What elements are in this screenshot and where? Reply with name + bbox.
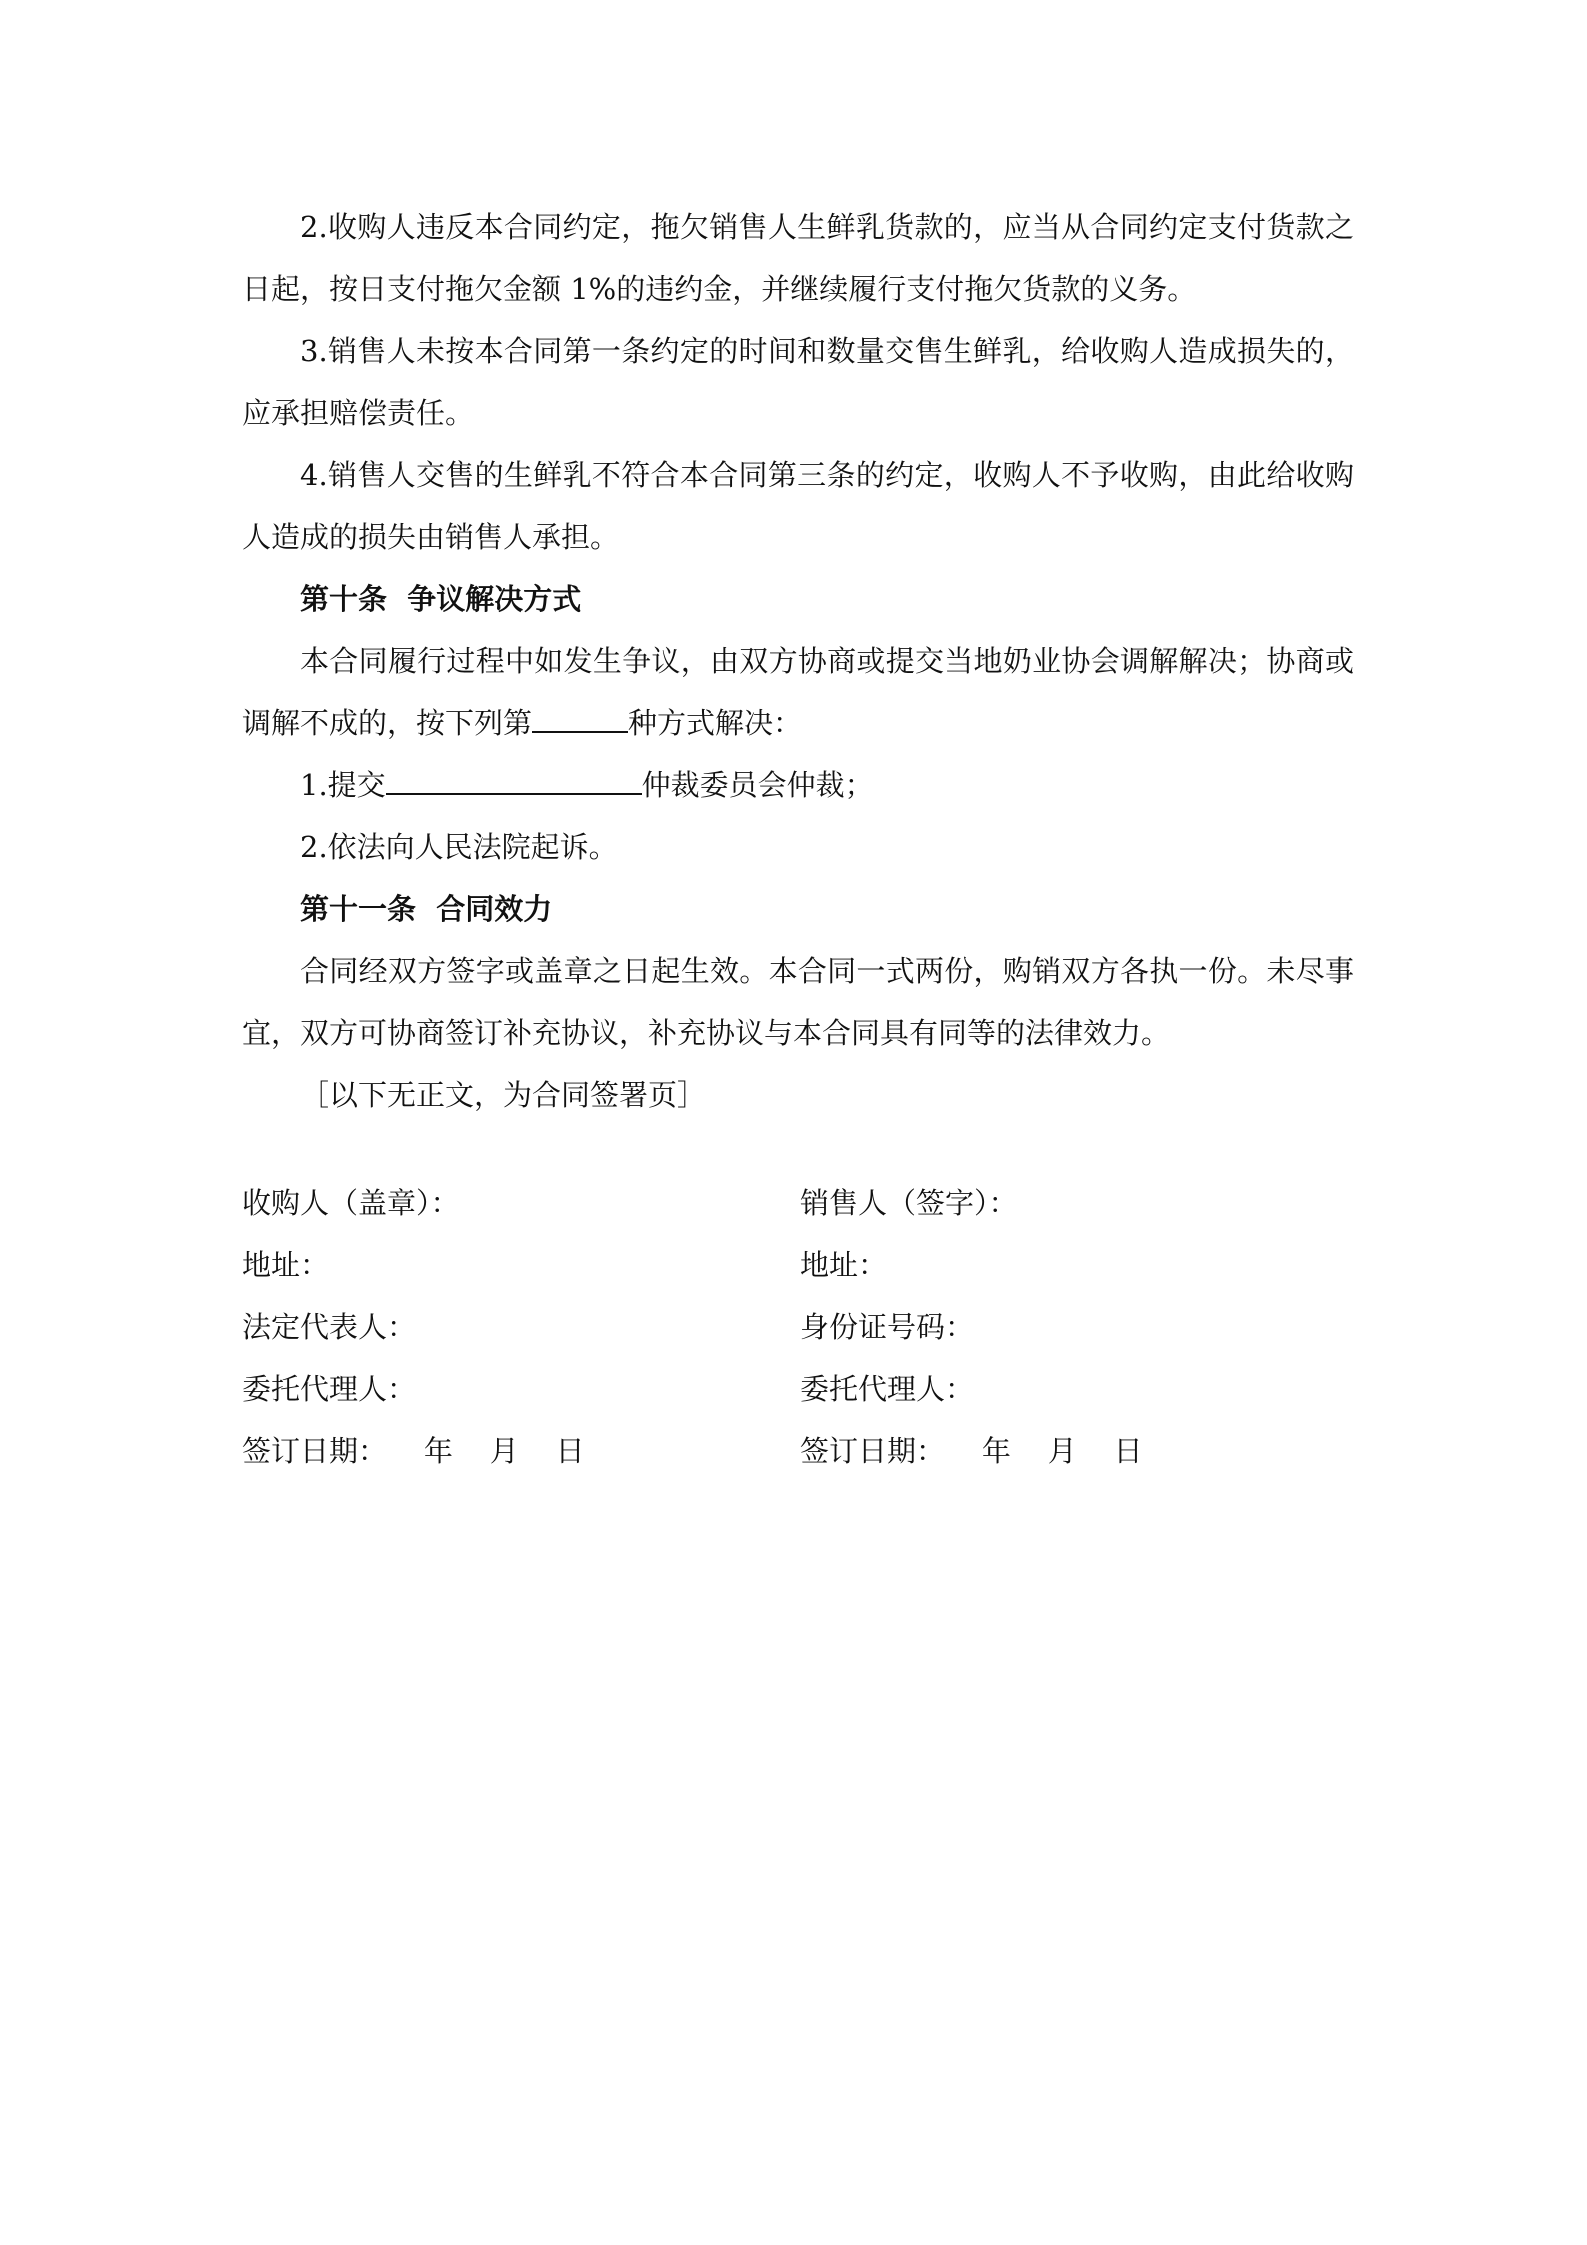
- seller-sign-date-label: 签订日期： 年 月 日: [800, 1434, 1143, 1468]
- dispute-option-1-tail: 仲裁委员会仲裁；: [641, 768, 874, 802]
- article-10-body-tail: 种方式解决：: [628, 706, 803, 740]
- blank-line: [532, 730, 628, 733]
- seller-address-label: 地址：: [800, 1248, 888, 1282]
- buyer-legal-rep-label: 法定代表人：: [242, 1310, 417, 1344]
- article-10-heading: 第十条 争议解决方式: [300, 582, 582, 616]
- contract-body: [242, 196, 1354, 1126]
- article-11-body: 合同经双方签字或盖章之日起生效。本合同一式两份，购销双方各执一份。未尽事宜，双方可协商签订补充协议，补充协议与本合同具有同等的法律效力。: [242, 954, 1354, 1050]
- signature-row: [242, 1172, 1354, 1234]
- signature-row: [242, 1358, 1354, 1420]
- buyer-agent-label: 委托代理人：: [242, 1372, 417, 1406]
- blank-line: [386, 792, 642, 795]
- clause-paragraph: 3.销售人未按本合同第一条约定的时间和数量交售生鲜乳，给收购人造成损失的，应承担赔偿责任。: [242, 334, 1354, 430]
- clause-paragraph: 4.销售人交售的生鲜乳不符合本合同第三条的约定，收购人不予收购，由此给收购人造成的损失由销售人承担。: [242, 458, 1354, 554]
- clause-paragraph: 2.收购人违反本合同约定，拖欠销售人生鲜乳货款的，应当从合同约定支付货款之日起，按日支付拖欠金额 1%的违约金，并继续履行支付拖欠货款的义务。: [242, 210, 1354, 306]
- article-10-body-text: 本合同履行过程中如发生争议，由双方协商或提交当地奶业协会调解解决；协商或调解不成的，按下列第: [242, 644, 1354, 740]
- signature-row: [242, 1234, 1354, 1296]
- seller-id-number-label: 身份证号码：: [800, 1310, 975, 1344]
- seller-party-label: 销售人（签字）：: [800, 1186, 1018, 1220]
- article-10-body: [242, 630, 1354, 754]
- article-11-heading: 第十一条 合同效力: [300, 892, 553, 926]
- signature-row: [242, 1296, 1354, 1358]
- end-of-text-note: ［以下无正文，为合同签署页］: [300, 1078, 707, 1112]
- dispute-option-1-label: 1.提交: [300, 768, 386, 802]
- seller-agent-label: 委托代理人：: [800, 1372, 975, 1406]
- dispute-option-2: 2.依法向人民法院起诉。: [300, 830, 618, 864]
- buyer-address-label: 地址：: [242, 1248, 330, 1282]
- signature-block: [242, 1172, 1354, 1482]
- buyer-sign-date-label: 签订日期： 年 月 日: [242, 1434, 585, 1468]
- buyer-party-label: 收购人（盖章）：: [242, 1186, 460, 1220]
- signature-row: [242, 1420, 1354, 1482]
- dispute-option-1: [242, 754, 1354, 816]
